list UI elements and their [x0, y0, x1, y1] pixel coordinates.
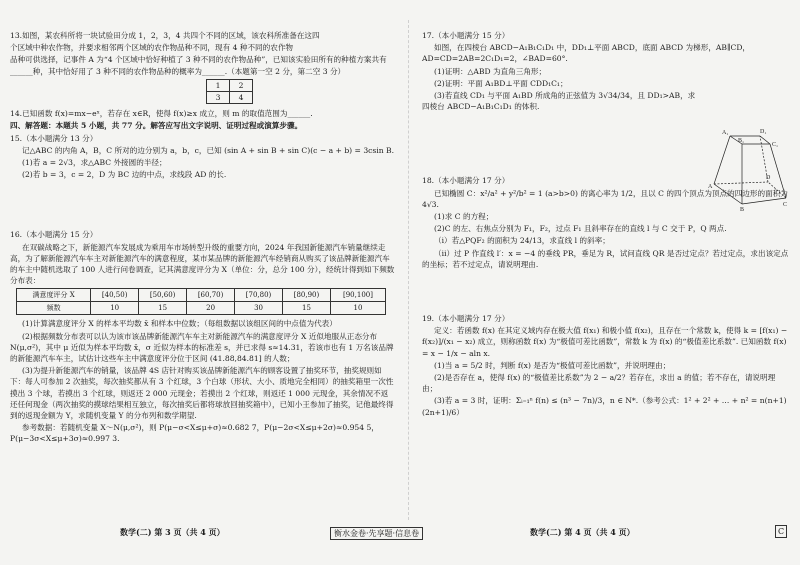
- figure-label: D: [766, 175, 771, 181]
- table-cell: 满意度评分 X: [17, 289, 91, 302]
- footer-brand: 衡水金卷·先享题·信息卷: [330, 527, 423, 540]
- q16-line4: (3)为提升新能源汽车的销量，该品牌 4S 店针对购买该品牌新能源汽车的顾客设置了抽奖环节，抽奖规则如下：每人可参加 2 次抽奖，每次抽奖都从有 3 个红球，3 个白球（形状、大小、质地完全相同）的抽奖箱里一次性摸出 3 个球，若摸出 3 个红球，则返还 2 000 元现金；若摸出 2 个红球，则返还 1 000 元现金，其余情况不返还任何现金（两次抽奖的摸球结果相互独立，每次抽奖后都将球放回抽奖箱中），已知小王参加了抽奖，记他最终得到的返现金额为 Y，求随机变量 Y 的分布列和数学期望.: [10, 366, 394, 421]
- table-cell: 频数: [17, 302, 91, 315]
- spacer: [10, 181, 395, 229]
- figure-label: B: [740, 207, 745, 212]
- q16-heading: 16.（本小题满分 15 分）: [10, 230, 98, 240]
- table-cell: [70,80): [235, 289, 283, 302]
- table-header-row: [17, 289, 386, 302]
- section-heading: 四、解答题：本题共 5 小题，共 77 分。解答应写出文字说明、证明过程或演算步骤。: [10, 121, 303, 131]
- field-grid: [206, 79, 253, 104]
- q14-text: 14.已知函数 f(x)=mx−eˣ，若存在 x∈R，使得 f(x)≥x 成立，则 m 的取值范围为______.: [10, 109, 313, 119]
- grid-cell: 3: [207, 92, 230, 104]
- figure-label: A₁: [722, 130, 729, 136]
- q13-line1: 13.如图，某农科所将一块试验田分成 1，2，3，4 共四个不同的区域，该农科所准备在这四: [10, 31, 320, 40]
- column-divider: [408, 20, 409, 520]
- grid-cell: 2: [230, 79, 253, 91]
- table-cell: [90,100]: [330, 289, 385, 302]
- q18-line2: (1)求 C 的方程；: [434, 212, 494, 222]
- q18-line4: （ⅰ）若△PQF₂ 的面积为 24/13，求直线 l 的斜率；: [434, 236, 610, 246]
- q16-line2: (1)计算满意度评分 X 的样本平均数 x̄ 和样本中位数；（每组数据以该组区间的中点值为代表）: [22, 319, 337, 329]
- q18-line1: 已知椭圆 C：x²/a² + y²/b² = 1 (a>b>0) 的离心率为 1/2，且以 C 的四个顶点为顶点的四边形的面积为 4√3.: [422, 188, 788, 209]
- q19-line1: 定义：若函数 f(x) 在其定义域内存在极大值 f(x₁) 和极小值 f(x₂)，且存在一个常数 k，使得 k = [f(x₁) − f(x₂)]/(x₁ − x₂) 成立，则称函数 f(x) 为“极值可差比函数”，常数 k 为 f(x) 的“极值差比系数”. 已知函数 f(x) = x − 1/x − aln x.: [422, 326, 788, 358]
- figure-label: A: [708, 184, 713, 190]
- q17-line2: (1)证明：△ABD 为直角三角形；: [434, 66, 547, 76]
- q17-heading: 17.（本小题满分 15 分）: [422, 31, 510, 40]
- q18-heading: 18.（本小题满分 17 分）: [422, 176, 510, 186]
- table-cell: 15: [283, 302, 331, 315]
- figure-label: C: [783, 202, 788, 208]
- spacer: [422, 271, 790, 313]
- q15-line3: (2)若 b = 3，c = 2，D 为 BC 边的中点，求线段 AD 的长.: [22, 170, 227, 180]
- table-cell: [40,50): [91, 289, 139, 302]
- left-column: [10, 30, 395, 446]
- table-cell: [50,60): [139, 289, 187, 302]
- q16-reference: 参考数据：若随机变量 X～N(μ,σ²)，则 P(μ−σ<X≤μ+σ)≈0.682 7，P(μ−2σ<X≤μ+2σ)≈0.954 5，P(μ−3σ<X≤μ+3σ)≈0.997 3.: [10, 423, 379, 444]
- table-cell: [80,90): [283, 289, 331, 302]
- figure-label: D₁: [760, 129, 767, 135]
- q13-line2: 个区域中种农作物，并要求相邻两个区域的农作物品种不同，现有 4 种不同的农作物: [10, 43, 294, 53]
- q13-line3: 品种可供选择，记事件 A 为“4 个区域中恰好种植了 3 种不同的农作物品种”，已知该实验田所有的种植方案共有______种，其中恰好用了 3 种不同的农作物品种的概率为______.（本题第一空 2 分，第二空 3 分）: [10, 55, 387, 76]
- frequency-table: [16, 288, 386, 315]
- q19-line4: (3)若 a = 3 时，证明：Σᵢ₌₁ⁿ f(n) ≤ (n³ − 7n)/3，n ∈ N*.（参考公式：1² + 2² + … + n² = n(n+1)(2n+1)/6）: [422, 396, 787, 417]
- q17-line4: (3)若直线 CD₁ 与平面 A₁BD 所成角的正弦值为 3√34/34，且 DD₁>AB，求四棱台 ABCD−A₁B₁C₁D₁ 的体积.: [422, 91, 696, 112]
- q17-line3: (2)证明：平面 A₁BD⊥平面 CDD₁C₁；: [434, 78, 568, 88]
- corner-mark: C: [775, 525, 787, 538]
- q16-line3: (2)根据频数分布表可以认为该市该品牌新能源汽车车主对新能源汽车的满意度评分 X 近似地服从正态分布 N(μ,σ²)，其中 μ 近似为样本平均数 x̄，σ 近似为样本的标准差 s，并已求得 s≈14.31，若该市也有 1 万名该品牌的新能源汽车车主，试估计这些车主中满意度评分位于区间 (41.88,84.81] 的人数；: [10, 331, 394, 364]
- grid-cell: 4: [230, 92, 253, 104]
- footer-page-left: 数学(二) 第 3 页（共 4 页）: [120, 527, 225, 537]
- table-cell: 15: [139, 302, 187, 315]
- table-cell: [60,70): [187, 289, 235, 302]
- q17-line1: 如图，在四棱台 ABCD−A₁B₁C₁D₁ 中，DD₁⊥平面 ABCD，底面 ABCD 为梯形，AB∥CD，AD=CD=2AB=2C₁D₁=2，∠BAD=60°.: [422, 43, 750, 64]
- q15-heading: 15.（本小题满分 13 分）: [10, 133, 98, 143]
- table-cell: 20: [187, 302, 235, 315]
- q18-line3: (2)C 的左、右焦点分别为 F₁，F₂，过点 F₁ 且斜率存在的直线 l 与 C 交于 P，Q 两点.: [434, 224, 727, 234]
- figure-label: B₁: [738, 138, 745, 144]
- table-cell: 10: [330, 302, 385, 315]
- figure-label: C₁: [772, 142, 779, 148]
- q15-line1: 记△ABC 的内角 A，B，C 所对的边分别为 a，b，c，已知 (sin A + sin B + sin C)(c − a + b) = 3csin B.: [22, 145, 395, 155]
- q19-line3: (2)是否存在 a，使得 f(x) 的“极值差比系数”为 2 − a/2？若存在，求出 a 的值；若不存在，请说明理由；: [422, 373, 776, 394]
- q19-heading: 19.（本小题满分 17 分）: [422, 314, 510, 324]
- q15-line2: (1)若 a = 2√3，求△ABC 外接圆的半径；: [22, 158, 167, 168]
- footer-page-right: 数学(二) 第 4 页（共 4 页）: [530, 527, 635, 537]
- frustum-figure: [708, 122, 790, 212]
- table-row: [17, 302, 386, 315]
- q19-line2: (1)当 a = 5/2 时，判断 f(x) 是否为“极值可差比函数”，并说明理由；: [434, 360, 671, 370]
- q18-line5: （ⅱ）过 P 作直线 l′：x = −4 的垂线 PR，垂足为 R，试问直线 QR 是否过定点？若过定点，求出该定点的坐标；若不过定点，请说明理由.: [422, 248, 789, 269]
- table-cell: 10: [91, 302, 139, 315]
- grid-cell: 1: [207, 79, 230, 91]
- right-column: [422, 30, 790, 419]
- table-cell: 30: [235, 302, 283, 315]
- q16-line1: 在双碳战略之下，新能源汽车发展成为乘用车市场转型升级的重要方向，2024 年我国新能源汽车销量继续走高，为了解新能源汽车车主对新能源汽车的满意程度，某市某品牌的新能源汽车经销商从购买了该品牌新能源汽车的车主中随机选取了 100 人进行问卷调查，记其满意度评分为 X（单位：分，总分 100 分），经统计得到如下频数分布表：: [10, 242, 395, 286]
